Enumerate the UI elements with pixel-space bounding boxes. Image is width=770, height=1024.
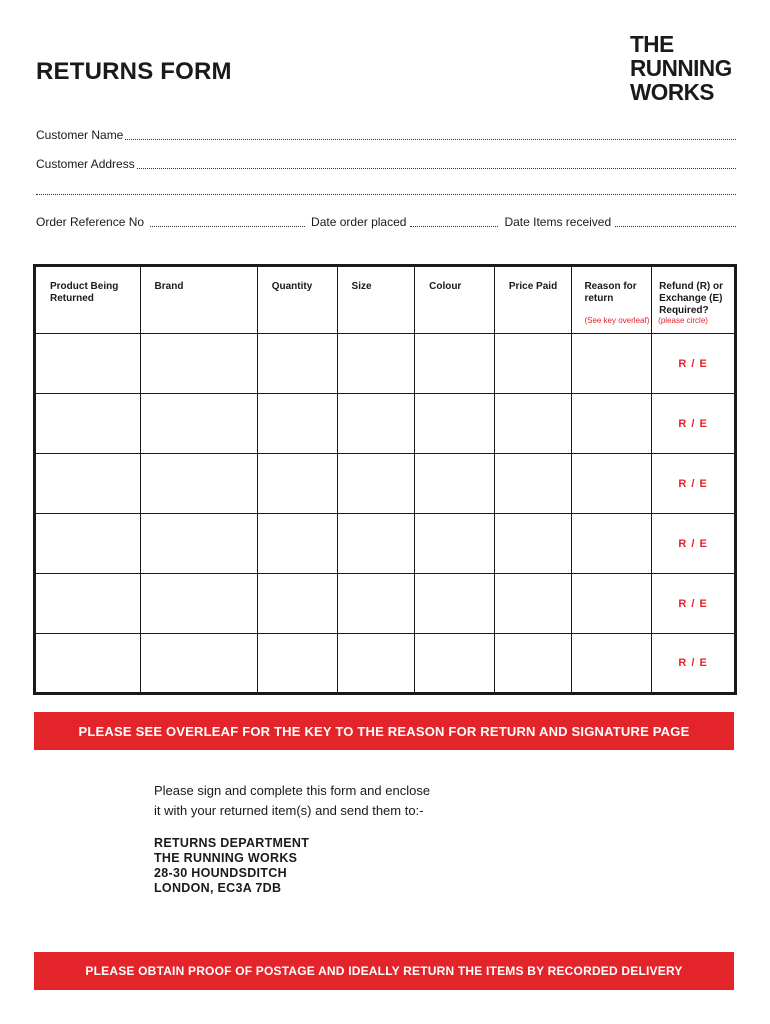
colour-cell[interactable] [415,394,495,454]
reason-cell[interactable] [572,334,652,394]
page-title: RETURNS FORM [36,58,232,85]
table-header-row [35,266,736,334]
table-row [35,574,736,634]
table-row [35,394,736,454]
size-cell[interactable] [337,394,415,454]
customer-name-input-line[interactable] [125,130,736,140]
proof-of-postage-banner: PLEASE OBTAIN PROOF OF POSTAGE AND IDEALLY RETURN THE ITEMS BY RECORDED DELIVERY [34,952,734,990]
customer-address-label: Customer Address [36,157,135,171]
date-order-placed-input-line[interactable] [410,217,498,227]
refund-exchange-choice[interactable]: R / E [652,514,736,574]
order-reference-label: Order Reference No [36,215,145,229]
address-line: LONDON, EC3A 7DB [154,881,282,895]
logo-line: WORKS [630,79,714,105]
col-header-refund-exchange [652,266,736,334]
customer-address-field[interactable] [36,157,736,171]
product-cell[interactable] [35,454,141,514]
refund-exchange-choice[interactable]: R / E [652,394,736,454]
col-header-reason-label: Reason for return [584,281,637,304]
address-line: THE RUNNING WORKS [154,851,298,865]
colour-cell[interactable] [415,514,495,574]
col-header-reason [572,266,652,334]
size-cell[interactable] [337,454,415,514]
please-circle-note: (please circle) [658,316,708,325]
product-cell[interactable] [35,394,141,454]
reason-key-note: (See key overleaf) [584,316,650,325]
quantity-cell[interactable] [257,634,337,694]
logo-line: THE [630,31,674,57]
col-header-price-paid: Price Paid [494,266,572,334]
date-items-received-input-line[interactable] [615,217,736,227]
size-cell[interactable] [337,334,415,394]
col-header-brand: Brand [140,266,257,334]
logo-line: RUNNING [630,55,732,81]
col-header-colour: Colour [415,266,495,334]
refund-exchange-choice[interactable]: R / E [652,574,736,634]
customer-address-input-line[interactable] [137,159,736,169]
col-header-product: Product Being Returned [35,266,141,334]
brand-cell[interactable] [140,634,257,694]
product-cell[interactable] [35,514,141,574]
table-row [35,334,736,394]
refund-exchange-choice[interactable]: R / E [652,634,736,694]
quantity-cell[interactable] [257,574,337,634]
instructions-text [154,781,430,821]
table-row [35,514,736,574]
price-paid-cell[interactable] [494,634,572,694]
product-cell[interactable] [35,334,141,394]
reason-cell[interactable] [572,514,652,574]
instructions-line: Please sign and complete this form and enclose [154,783,431,798]
customer-name-label: Customer Name [36,128,124,142]
quantity-cell[interactable] [257,454,337,514]
order-reference-input-line[interactable] [150,217,305,227]
brand-cell[interactable] [140,514,257,574]
reason-cell[interactable] [572,454,652,514]
size-cell[interactable] [337,574,415,634]
instructions-line: it with your returned item(s) and send them to:- [154,803,424,818]
size-cell[interactable] [337,514,415,574]
product-cell[interactable] [35,574,141,634]
quantity-cell[interactable] [257,514,337,574]
date-order-placed-label: Date order placed [311,215,407,229]
colour-cell[interactable] [415,334,495,394]
product-cell[interactable] [35,634,141,694]
date-items-received-label: Date Items received [504,215,612,229]
col-header-quantity: Quantity [257,266,337,334]
colour-cell[interactable] [415,574,495,634]
brand-cell[interactable] [140,394,257,454]
colour-cell[interactable] [415,634,495,694]
quantity-cell[interactable] [257,334,337,394]
table-row [35,454,736,514]
customer-address-line-2[interactable] [36,185,736,197]
customer-name-field[interactable] [36,128,736,142]
table-row [35,634,736,694]
brand-cell[interactable] [140,454,257,514]
address-line: 28-30 HOUNDSDITCH [154,866,287,880]
price-paid-cell[interactable] [494,334,572,394]
overleaf-notice-banner: PLEASE SEE OVERLEAF FOR THE KEY TO THE REASON FOR RETURN AND SIGNATURE PAGE [34,712,734,750]
reason-cell[interactable] [572,394,652,454]
reason-cell[interactable] [572,634,652,694]
col-header-refund-label: Refund (R) or Exchange (E) Required? [659,281,724,316]
price-paid-cell[interactable] [494,514,572,574]
brand-cell[interactable] [140,574,257,634]
brand-logo [630,32,738,104]
price-paid-cell[interactable] [494,454,572,514]
address-line: RETURNS DEPARTMENT [154,836,310,850]
quantity-cell[interactable] [257,394,337,454]
colour-cell[interactable] [415,454,495,514]
returns-items-table [33,264,737,695]
returns-address [154,836,309,896]
price-paid-cell[interactable] [494,574,572,634]
order-details-row [36,215,736,229]
refund-exchange-choice[interactable]: R / E [652,454,736,514]
size-cell[interactable] [337,634,415,694]
brand-cell[interactable] [140,334,257,394]
customer-address-input-line-2[interactable] [36,185,736,195]
price-paid-cell[interactable] [494,394,572,454]
reason-cell[interactable] [572,574,652,634]
refund-exchange-choice[interactable]: R / E [652,334,736,394]
col-header-size: Size [337,266,415,334]
